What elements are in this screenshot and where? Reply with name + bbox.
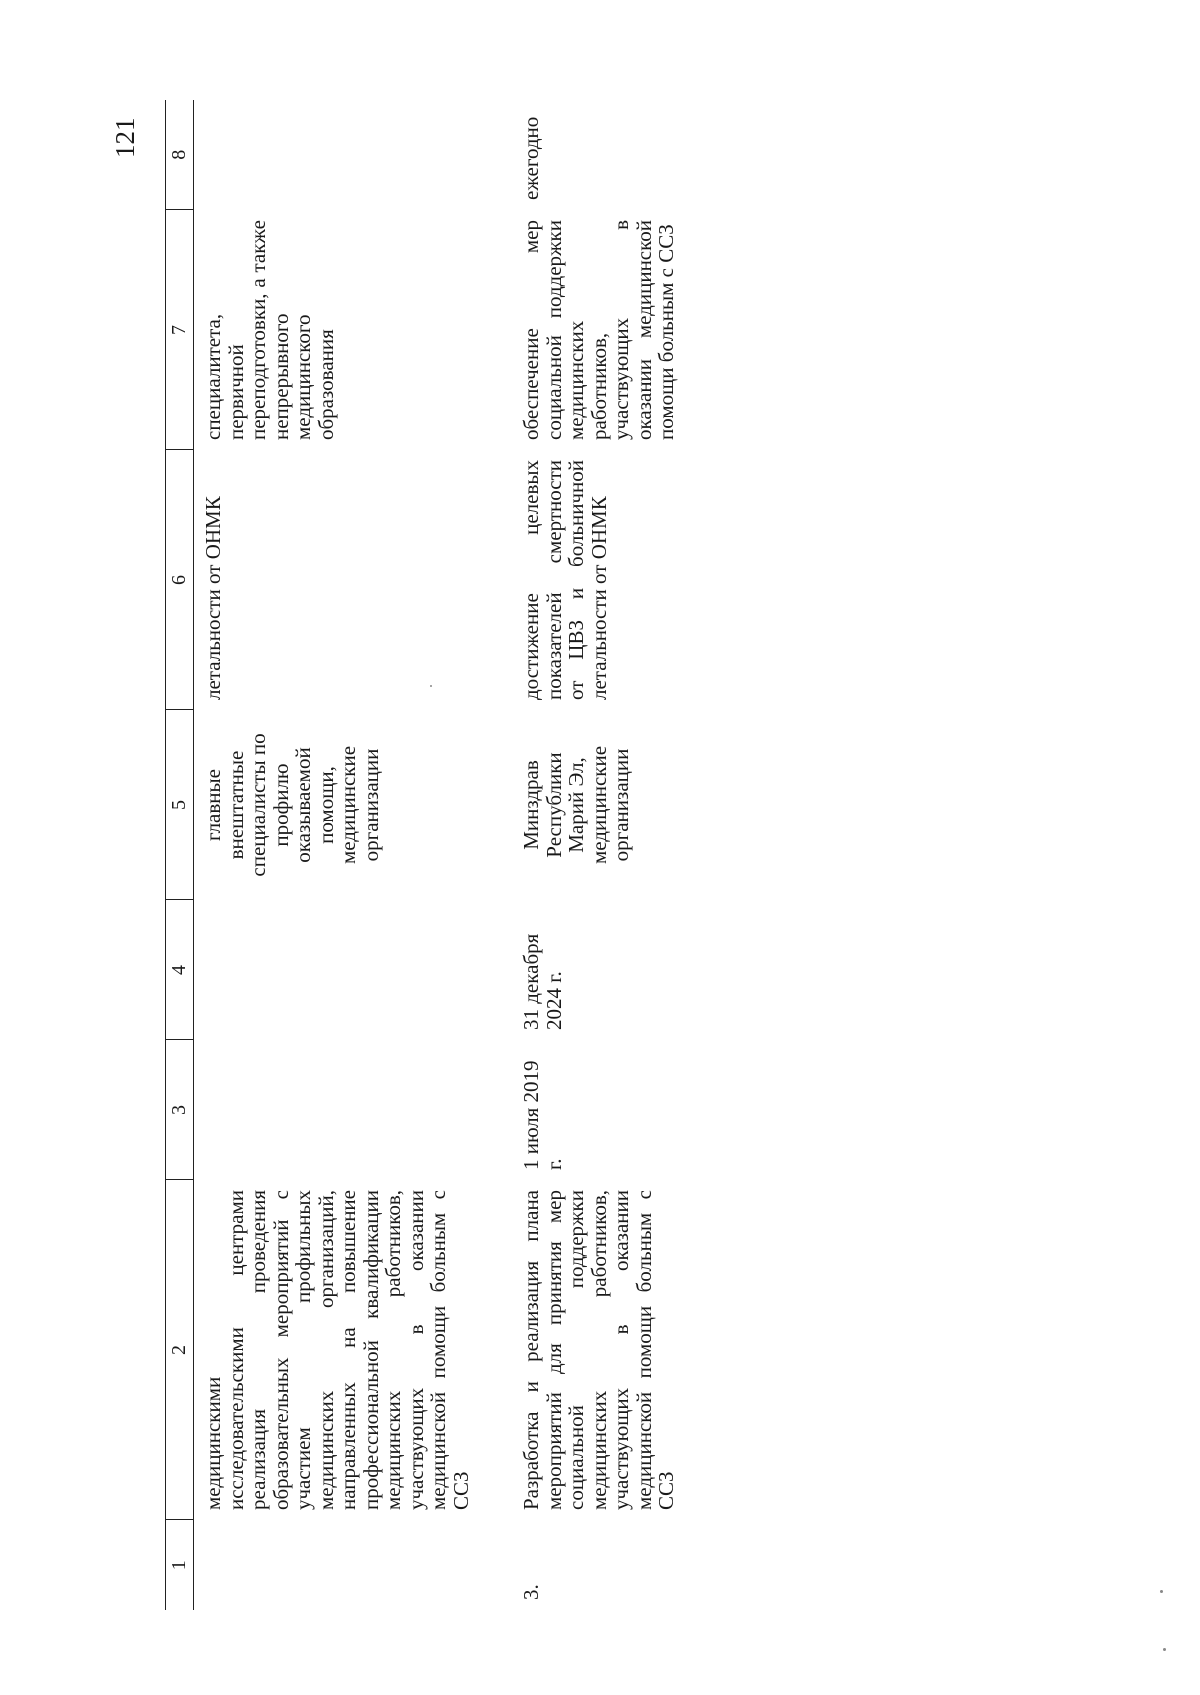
plan-table [165,100,678,1610]
page-number: 121 [110,117,140,158]
column-header-2: 2 [166,1180,194,1520]
column-header-3: 3 [166,1040,194,1180]
cell-start-date [194,1040,473,1180]
cell-end-date [194,900,473,1040]
cell-responsible: главные внештатные специалисты по профилю оказываемой помощи, медицинские организации [201,733,383,877]
cell-responsible: Минздрав Республики Марий Эл, медицинские организации [519,745,633,865]
column-header-8: 8 [166,100,194,210]
table-row [194,100,473,1610]
cell-number [194,1520,473,1610]
scan-speck [1160,1590,1163,1593]
scan-speck [430,685,432,687]
cell-result: обеспечение мер социальной поддержки медицинских работников, участвующих в оказании медицинской помощи больным с ССЗ [519,220,678,440]
scan-speck [1163,1648,1166,1651]
cell-end-date: 31 декабря 2024 г. [519,933,566,1030]
table-row [472,100,678,1610]
column-header-1: 1 [166,1520,194,1610]
cell-indicator: достижение целевых показателей смертности от ЦВЗ и больничной летальности от ОНМК [519,460,611,700]
column-header-7: 7 [166,210,194,450]
cell-frequency: ежегодно [519,116,543,200]
column-header-4: 4 [166,900,194,1040]
cell-indicator: летальности от ОНМК [201,496,225,700]
column-header-5: 5 [166,710,194,900]
cell-result: специалитета, первичной переподготовки, а также непрерывного медицинского образования [201,220,338,440]
cell-number: 3. [519,1584,543,1600]
header-row [166,100,194,1610]
cell-activity: медицинскими исследовательскими центрами реализация проведения образовательных мероприятий с участием профильных медицинских организаций, направленных на повышение профессиональной квалификации медицинских работников, участвующих в оказании медицинской помощи больным с ССЗ [201,1190,473,1510]
cell-start-date: 1 июля 2019 г. [519,1060,566,1170]
rotated-page [70,100,1100,1610]
cell-frequency [194,100,473,210]
column-header-6: 6 [166,450,194,710]
cell-activity: Разработка и реализация плана мероприятий для принятия мер социальной поддержки медицинских работников, участвующих в оказании медицинской помощи больным с ССЗ [519,1190,678,1510]
